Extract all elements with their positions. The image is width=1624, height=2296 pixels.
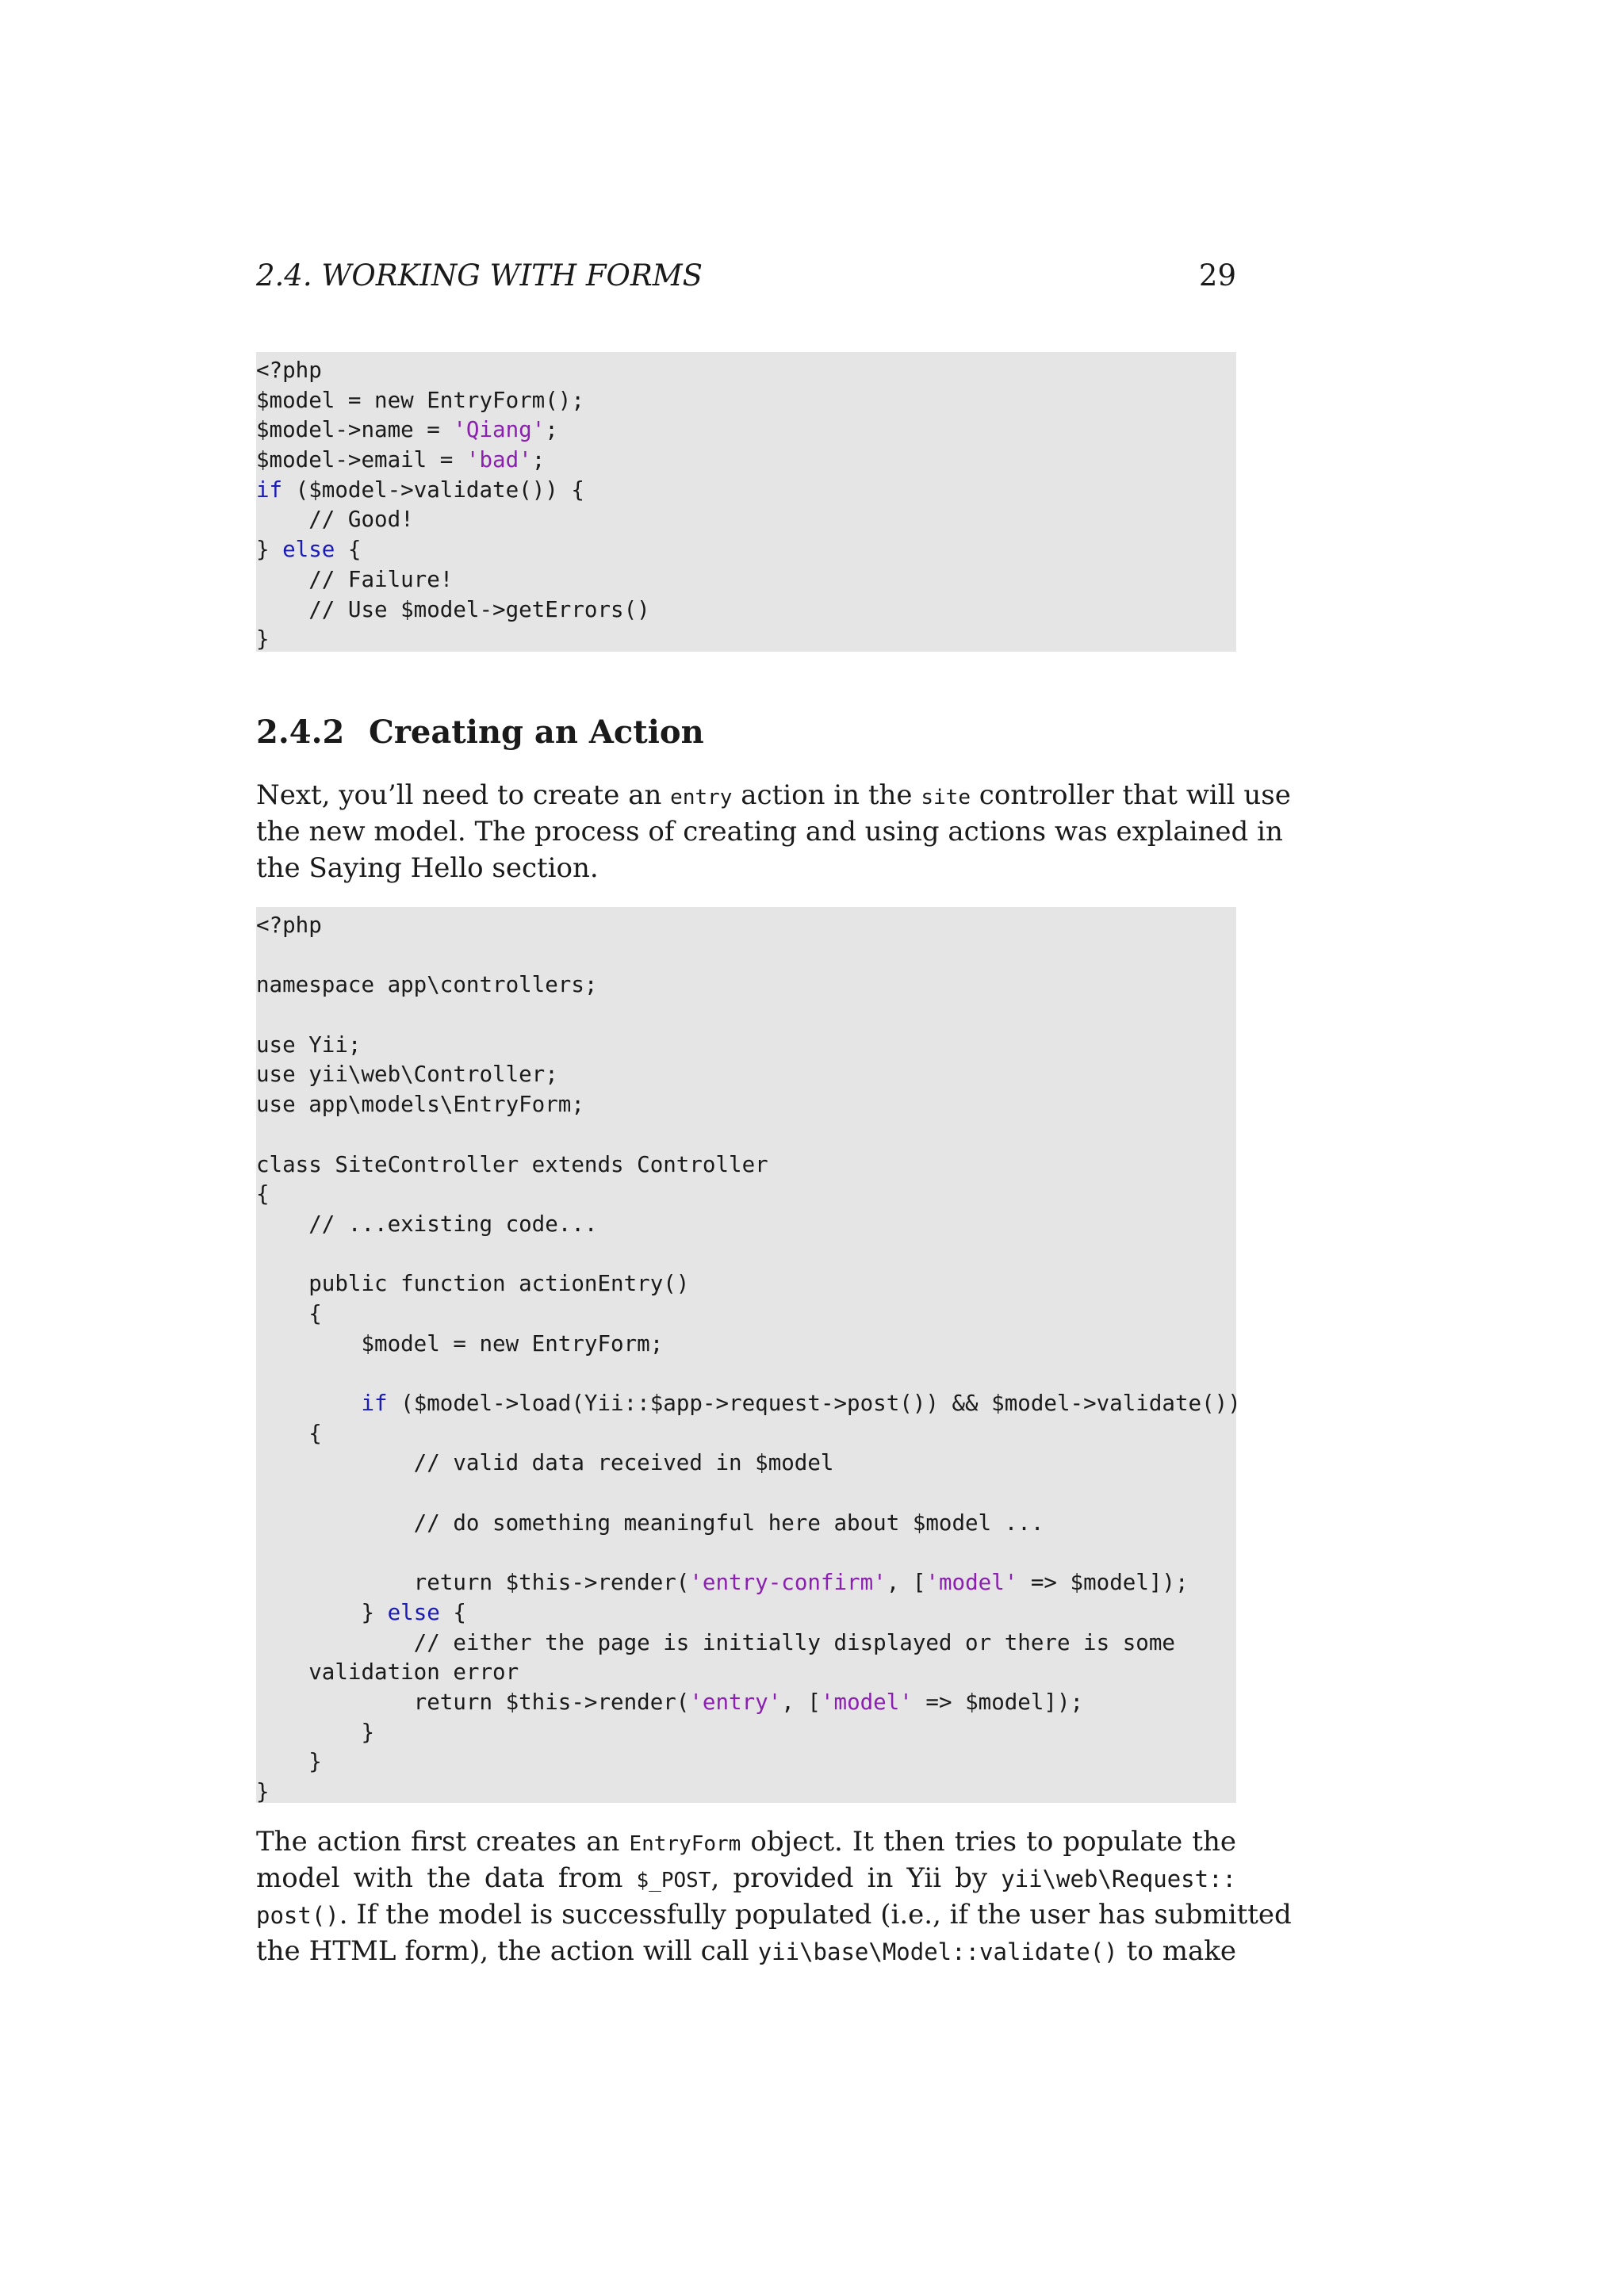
code-line-comment: // ...existing code...: [256, 1211, 598, 1237]
inline-code: $_POST: [636, 1869, 711, 1892]
code-line: [256, 386, 1236, 416]
code-string: 'model': [820, 1689, 913, 1715]
running-header: [256, 258, 1236, 298]
code-line: {: [256, 1420, 322, 1446]
code-line: }: [256, 1719, 375, 1745]
code-text: ($model->validate()) {: [282, 476, 584, 503]
code-line: }: [256, 1749, 322, 1775]
code-line-comment: // do something meaningful here about $model ...: [256, 1510, 1044, 1536]
code-line: [256, 356, 1236, 386]
code-line: use yii\web\Controller;: [256, 1062, 558, 1088]
code-line-blank: [256, 941, 1236, 971]
text-line: [256, 1933, 1236, 1969]
text: controller that will use: [970, 779, 1291, 811]
text: , provided in Yii by: [710, 1862, 1002, 1894]
code-line: [256, 1688, 1236, 1718]
code-line: $model->email = 'bad';: [256, 447, 546, 473]
inline-code: entry: [670, 786, 733, 809]
text-line: [256, 1823, 1236, 1860]
code-line-comment: validation error: [256, 1659, 519, 1686]
code-line: $model->name = 'Qiang';: [256, 417, 558, 443]
code-keyword: if: [256, 476, 283, 503]
code-line-blank: [256, 1120, 1236, 1150]
code-text: $model->name =: [256, 417, 454, 443]
api-link-code[interactable]: post(): [256, 1902, 339, 1929]
code-string: 'Qiang': [453, 417, 546, 443]
code-text: => $model]);: [912, 1689, 1084, 1715]
code-line: $model = new EntryForm;: [256, 1330, 664, 1357]
code-block-site-controller: [256, 907, 1241, 1804]
text: to make: [1117, 1935, 1237, 1967]
code-text: , [: [886, 1570, 926, 1596]
code-line: [256, 476, 1236, 506]
code-text: {: [439, 1599, 466, 1625]
section-title: Creating an Action: [369, 714, 704, 751]
code-line-comment: // valid data received in $model: [256, 1450, 834, 1476]
code-line: [256, 1568, 1236, 1598]
section-heading: [256, 714, 704, 751]
code-line: class SiteController extends Controller: [256, 1151, 768, 1177]
code-line: [256, 625, 1236, 655]
code-line-blank: [256, 1479, 1236, 1509]
inline-code: EntryForm: [629, 1832, 741, 1856]
code-text: }: [256, 626, 270, 652]
paragraph-explanation: [256, 1823, 1292, 1969]
code-keyword: else: [282, 537, 335, 563]
code-comment: // Good!: [256, 507, 414, 533]
code-string: 'entry-confirm': [689, 1570, 887, 1596]
code-line: use Yii;: [256, 1031, 362, 1058]
text: Next, you’ll need to create an: [256, 779, 671, 811]
code-line: [256, 1389, 1241, 1419]
code-line: [256, 1598, 1236, 1628]
text: action in the: [732, 779, 921, 811]
code-line: <?php: [256, 913, 322, 938]
code-line: [256, 535, 1236, 565]
code-string: 'bad': [465, 447, 532, 473]
code-comment: // Use $model->getErrors(): [256, 596, 650, 622]
code-line: use app\models\EntryForm;: [256, 1092, 584, 1118]
code-line-blank: [256, 1538, 1236, 1568]
text: The action first creates an: [256, 1826, 630, 1858]
api-link-code[interactable]: yii\web\Request::: [1001, 1866, 1236, 1892]
code-string: 'model': [925, 1570, 1018, 1596]
document-page: [256, 0, 1292, 2296]
code-line: {: [256, 1300, 322, 1326]
code-text: }: [256, 537, 283, 563]
code-line-blank: [256, 1359, 1236, 1389]
code-line: public function actionEntry(): [256, 1271, 690, 1297]
text-line: the Saying Hello section.: [256, 852, 599, 884]
code-text: }: [256, 1599, 388, 1625]
text-line: the new model. The process of creating and using actions was explained in: [256, 816, 1283, 848]
code-line: [256, 505, 1236, 535]
text-line: [256, 777, 1291, 813]
code-text: $model = new EntryForm();: [256, 387, 584, 413]
code-string: 'entry': [689, 1689, 782, 1715]
code-text: ($model->load(Yii::$app->request->post()) && $model->validate()): [387, 1391, 1241, 1416]
text-line: [256, 1896, 1292, 1933]
code-comment: // Failure!: [256, 566, 454, 592]
code-line: }: [256, 1778, 270, 1804]
code-text: return $this->render(: [256, 1689, 690, 1715]
section-number: 2.4.2: [256, 714, 345, 751]
header-section-title: 2.4. WORKING WITH FORMS: [256, 258, 703, 293]
code-text: => $model]);: [1017, 1570, 1189, 1596]
code-line-blank: [256, 1240, 1236, 1270]
inline-code: site: [921, 786, 971, 809]
code-line: namespace app\controllers;: [256, 972, 598, 998]
code-keyword: if: [361, 1391, 388, 1416]
page-number: 29: [1198, 258, 1236, 293]
code-text: <?php: [256, 358, 322, 383]
text-line: [256, 1860, 1236, 1896]
text: object. It then tries to populate the: [741, 1826, 1236, 1858]
text: . If the model is successfully populated (i.e., if the user has submitted: [339, 1899, 1292, 1931]
code-line: {: [256, 1181, 270, 1207]
code-text: return $this->render(: [256, 1570, 690, 1596]
code-keyword: else: [387, 1599, 440, 1625]
api-link-code[interactable]: yii\base\Model::validate(): [757, 1938, 1118, 1965]
text: the HTML form), the action will call: [256, 1935, 758, 1967]
code-line: [256, 595, 1236, 626]
code-line-comment: // either the page is initially displayed or there is some: [256, 1629, 1175, 1655]
code-text: {: [335, 537, 362, 563]
code-block-validate-example: [256, 352, 1236, 652]
code-text: $model->email =: [256, 447, 466, 473]
text: model with the data from: [256, 1862, 637, 1894]
code-line: [256, 565, 1236, 595]
paragraph-intro: [256, 777, 1291, 886]
code-text: , [: [781, 1689, 821, 1715]
code-line-blank: [256, 1001, 1236, 1031]
